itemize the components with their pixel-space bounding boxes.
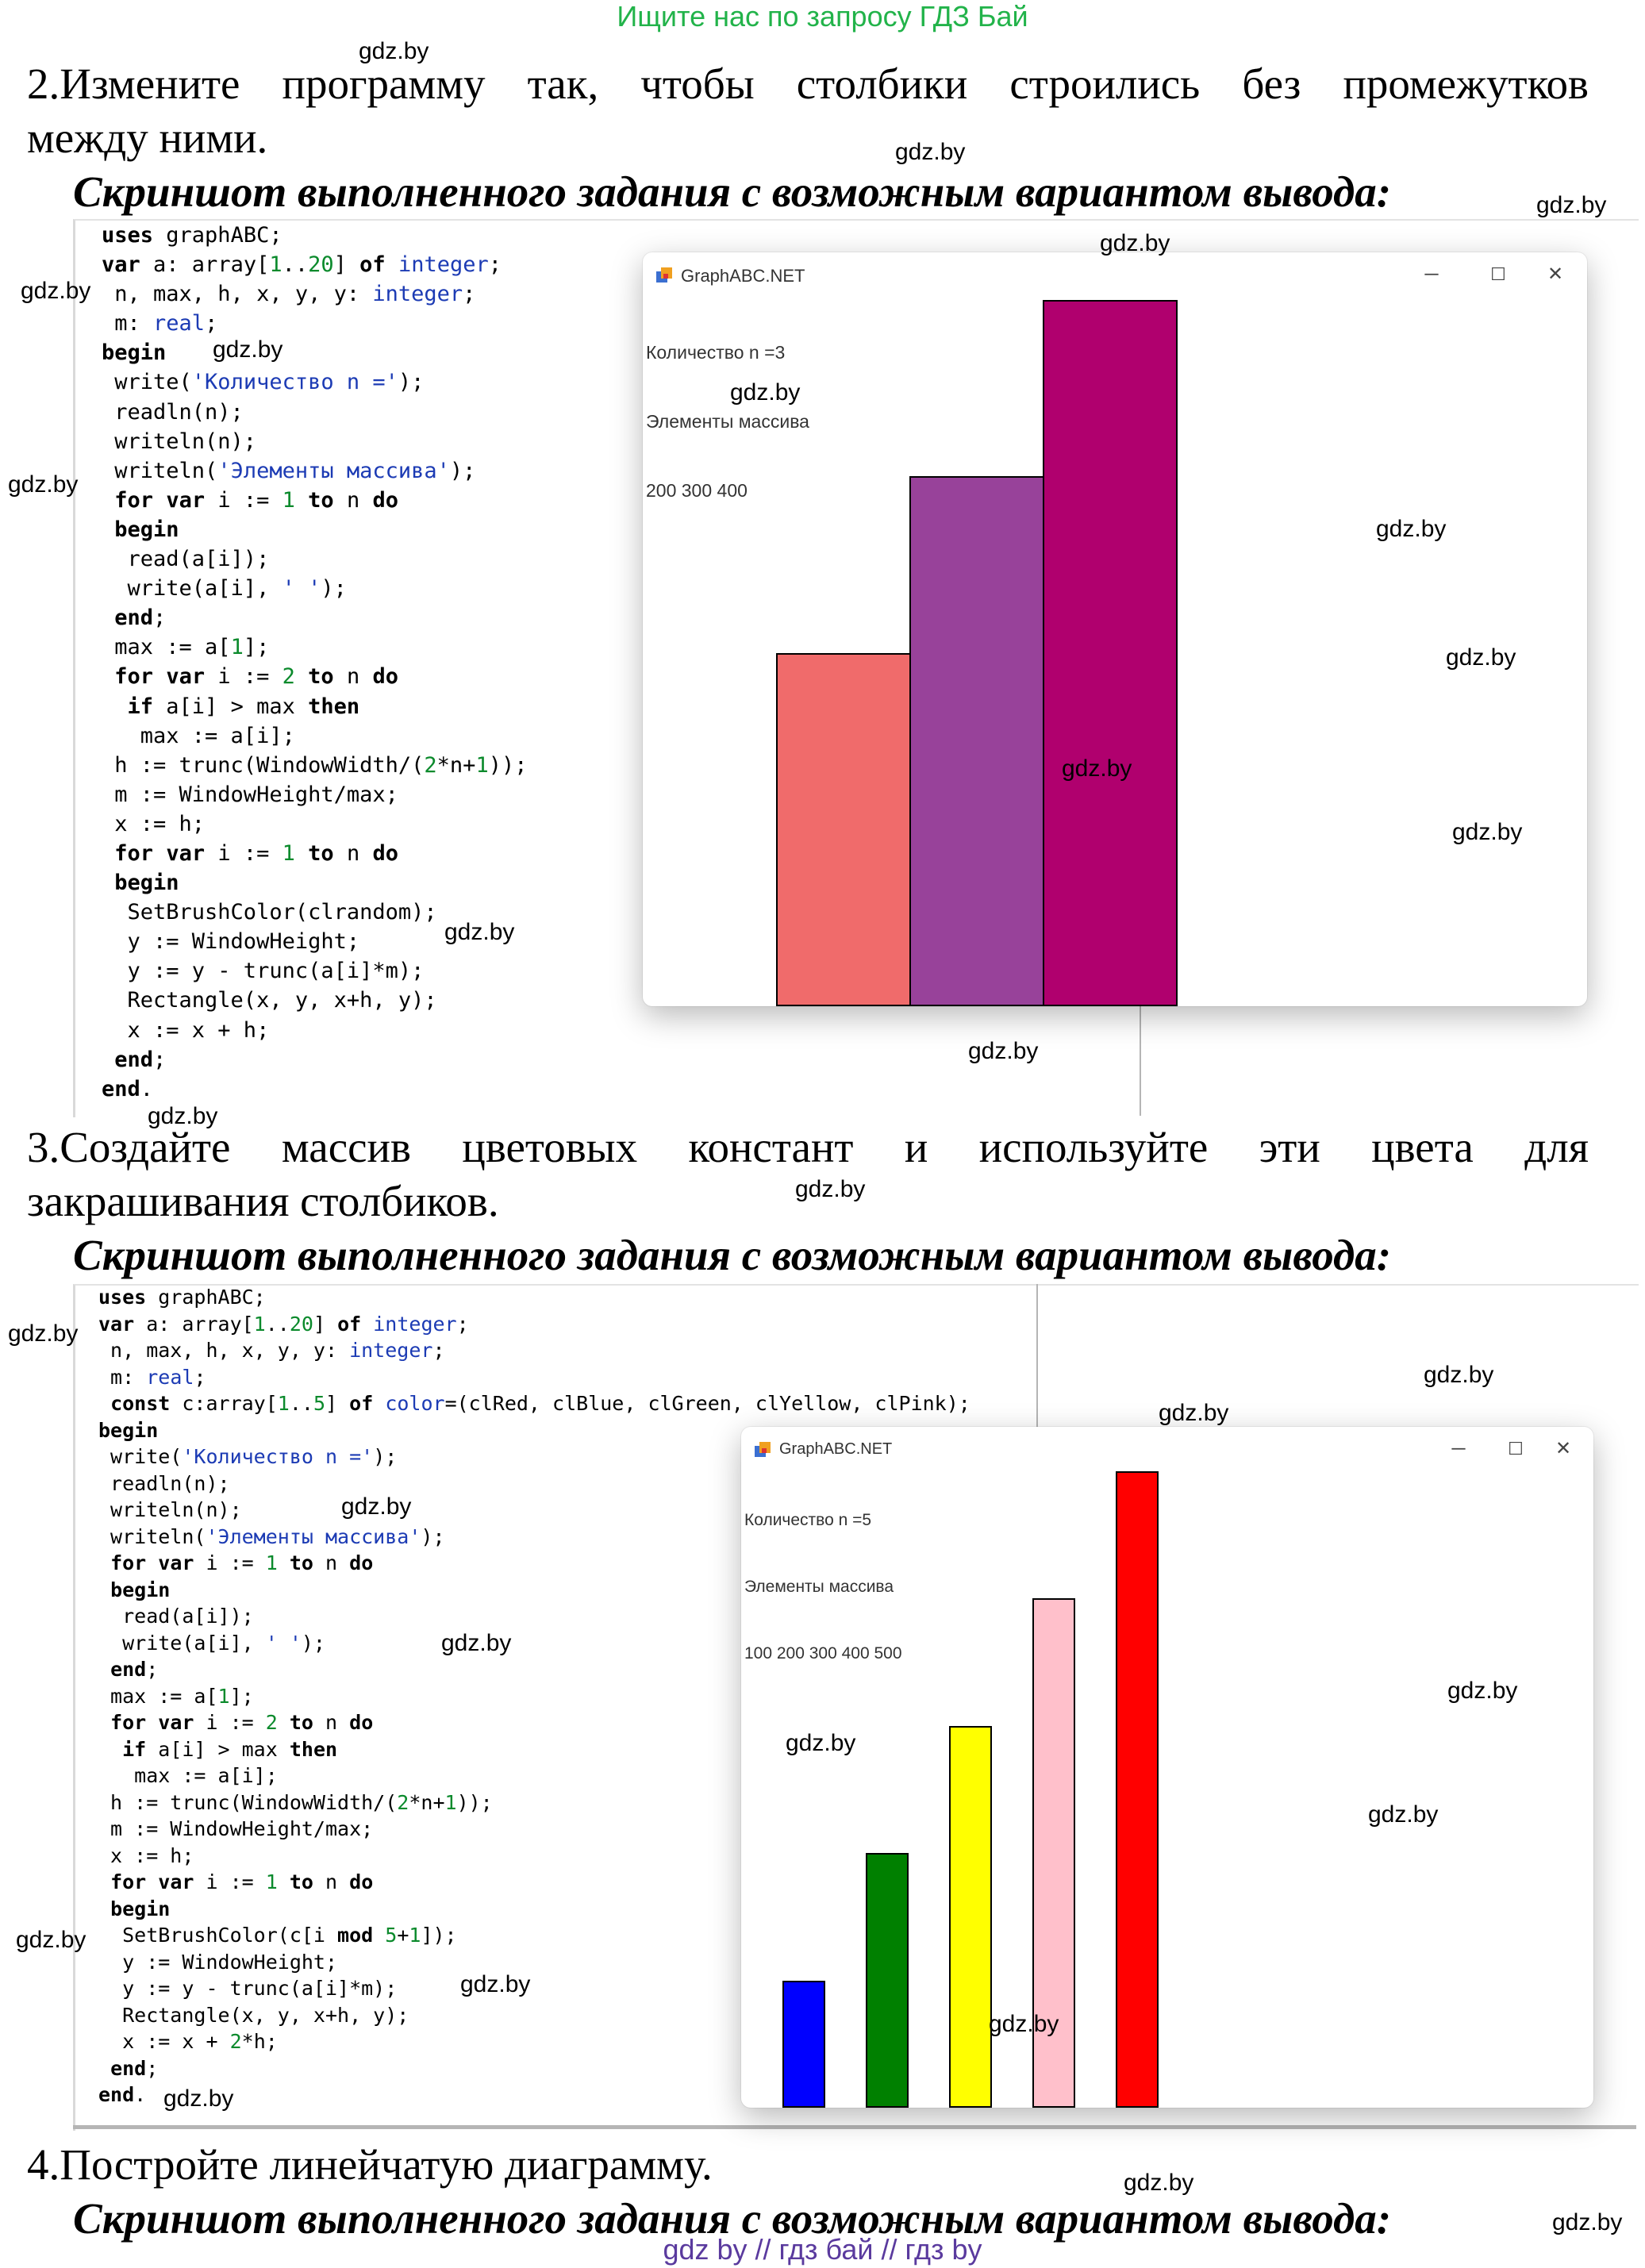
maximize-icon[interactable]: ☐ <box>1508 1439 1524 1459</box>
code-line-30: end. <box>102 1076 154 1101</box>
task2-line1: 2.Измените программу так, чтобы столбики строились без промежутков <box>27 60 1589 108</box>
watermark: gdz.by <box>1452 819 1523 845</box>
watermark: gdz.by <box>213 336 283 363</box>
code-line-26: y := y - trunc(a[i]*m); <box>102 959 425 984</box>
watermark: gdz.by <box>1159 1400 1229 1426</box>
code-line-20: h := trunc(WindowWidth/(2*n+1)); <box>98 1790 493 1814</box>
watermark: gdz.by <box>1124 2170 1194 2196</box>
watermark: gdz.by <box>148 1103 218 1129</box>
app-icon <box>655 267 673 284</box>
bar-2 <box>909 476 1044 1006</box>
watermark: gdz.by <box>786 1730 856 1756</box>
console-output <box>646 295 809 548</box>
code-line-19: h := trunc(WindowWidth/(2*n+1)); <box>102 752 528 778</box>
code-line-30: end; <box>110 2056 159 2080</box>
code-line-18: if a[i] > max then <box>122 1737 338 1761</box>
editor-divider <box>1140 1000 1141 1116</box>
watermark: gdz.by <box>1447 1678 1518 1704</box>
code-line-10: writeln('Элементы массива'); <box>98 1524 445 1548</box>
watermark: gdz.by <box>1536 192 1607 218</box>
code-line-13: read(a[i]); <box>98 1605 254 1628</box>
task4-caption: Скриншот выполненного задания с возможным вариантом вывода: <box>73 2194 1392 2243</box>
watermark: gdz.by <box>1062 755 1132 782</box>
watermark: gdz.by <box>1424 1362 1494 1388</box>
code-line-16: for var i := 2 to n do <box>114 664 398 690</box>
task2-caption: Скриншот выполненного задания с возможным вариантом вывода: <box>73 167 1392 216</box>
code-line-17: if a[i] > max then <box>127 694 360 719</box>
code-line-19: max := a[i]; <box>98 1764 278 1787</box>
bar-1 <box>776 653 911 1006</box>
watermark: gdz.by <box>1368 1801 1439 1828</box>
code-line-3: n, max, h, x, y, y: integer; <box>102 282 476 307</box>
code-line-23: for var i := 1 to n do <box>110 1870 374 1893</box>
code-line-24: SetBrushColor(clrandom); <box>102 900 437 925</box>
watermark: gdz.by <box>730 379 801 406</box>
watermark: gdz.by <box>16 1927 86 1953</box>
code-line-20: m := WindowHeight/max; <box>102 782 398 807</box>
code-line-15: max := a[1]; <box>102 635 270 660</box>
watermark: gdz.by <box>1100 230 1170 256</box>
maximize-icon[interactable]: ☐ <box>1490 264 1506 284</box>
code-line-16: max := a[1]; <box>98 1684 254 1708</box>
footer-links[interactable]: gdz by // гдз бай // гдз by <box>663 2233 982 2266</box>
console-output <box>744 1465 902 1709</box>
task3-line1: 3.Создайте массив цветовых констант и используйте эти цвета для <box>27 1123 1589 1171</box>
bar-1 <box>782 1981 825 2108</box>
code-line-8: writeln(n); <box>102 429 257 454</box>
code-line-1: uses graphABC; <box>98 1286 266 1309</box>
watermark: gdz.by <box>1376 516 1447 542</box>
close-icon[interactable]: ✕ <box>1555 1438 1572 1459</box>
graphabc-window-2[interactable] <box>741 1427 1593 2108</box>
code-line-7: write('Количество n ='); <box>98 1445 398 1468</box>
code-line-5: const c:array[1..5] of color=(clRed, clBlue, clGreen, clYellow, clPink); <box>110 1392 970 1415</box>
code-line-22: x := h; <box>98 1843 194 1867</box>
code-line-23: begin <box>114 871 179 896</box>
code-line-27: y := y - trunc(a[i]*m); <box>98 1977 398 2000</box>
code-line-5: begin <box>102 340 167 366</box>
watermark: gdz.by <box>795 1176 866 1202</box>
task4-line1: 4.Постройте линейчатую диаграмму. <box>27 2140 713 2189</box>
editor-scrollbar[interactable] <box>73 2125 1636 2129</box>
code-line-13: write(a[i], ' '); <box>102 576 347 602</box>
code-line-21: m := WindowHeight/max; <box>98 1817 374 1840</box>
code-line-25: y := WindowHeight; <box>102 929 360 955</box>
watermark: gdz.by <box>8 471 79 498</box>
console-line: Элементы массива <box>646 411 809 432</box>
task2-code <box>102 221 527 1104</box>
code-line-4: m: real; <box>102 311 218 336</box>
window-title: GraphABC.NET <box>779 1440 893 1458</box>
code-line-3: n, max, h, x, y, y: integer; <box>98 1339 445 1362</box>
watermark: gdz.by <box>359 38 429 64</box>
code-line-7: readln(n); <box>102 399 244 425</box>
watermark: gdz.by <box>1552 2209 1623 2235</box>
code-line-2: var a: array[1..20] of integer; <box>102 252 502 278</box>
code-line-6: write('Количество n ='); <box>102 370 425 395</box>
watermark: gdz.by <box>441 1630 512 1656</box>
code-line-29: end; <box>114 1047 167 1072</box>
task3-caption: Скриншот выполненного задания с возможным вариантом вывода: <box>73 1231 1392 1279</box>
console-line: Элементы массива <box>744 1578 894 1596</box>
code-line-25: SetBrushColor(c[i mod 5+1]); <box>98 1924 457 1947</box>
window-titlebar[interactable] <box>643 252 1587 297</box>
code-line-12: read(a[i]); <box>102 547 270 572</box>
watermark: gdz.by <box>1446 644 1516 671</box>
code-line-24: begin <box>110 1897 171 1920</box>
code-line-8: readln(n); <box>98 1471 230 1495</box>
task3-line2: закрашивания столбиков. <box>27 1177 499 1225</box>
top-banner[interactable]: Ищите нас по запросу ГДЗ Бай <box>617 0 1028 33</box>
watermark: gdz.by <box>21 278 91 304</box>
editor-divider <box>1036 1284 1038 1427</box>
watermark: gdz.by <box>460 1971 531 1997</box>
window-title: GraphABC.NET <box>681 266 805 286</box>
code-line-11: begin <box>114 517 179 542</box>
code-line-21: x := h; <box>102 811 206 836</box>
code-line-2: var a: array[1..20] of integer; <box>98 1312 469 1336</box>
code-line-18: max := a[i]; <box>102 723 295 748</box>
code-line-15: end; <box>110 1658 159 1681</box>
code-line-6: begin <box>98 1418 159 1442</box>
code-line-11: for var i := 1 to n do <box>110 1551 374 1574</box>
code-line-4: m: real; <box>98 1365 206 1389</box>
watermark: gdz.by <box>989 2011 1059 2037</box>
task2-line2: между ними. <box>27 113 268 162</box>
bar-2 <box>866 1853 909 2108</box>
close-icon[interactable]: ✕ <box>1547 263 1564 285</box>
console-line: Количество n =3 <box>646 342 786 363</box>
minimize-icon[interactable]: ─ <box>1424 263 1439 285</box>
graphabc-window-1[interactable] <box>643 252 1587 1006</box>
minimize-icon[interactable]: ─ <box>1451 1438 1466 1459</box>
code-line-29: x := x + 2*h; <box>98 2030 278 2053</box>
code-line-9: writeln('Элементы массива'); <box>102 458 476 483</box>
code-line-10: for var i := 1 to n do <box>114 487 398 513</box>
code-line-22: for var i := 1 to n do <box>114 840 398 866</box>
watermark: gdz.by <box>8 1320 79 1347</box>
watermark: gdz.by <box>895 139 966 165</box>
code-line-31: end. <box>98 2083 147 2106</box>
bar-3 <box>1043 300 1178 1006</box>
console-line: 200 300 400 <box>646 480 748 501</box>
code-line-9: writeln(n); <box>98 1498 242 1521</box>
watermark: gdz.by <box>163 2085 234 2112</box>
console-line: Количество n =5 <box>744 1511 872 1529</box>
watermark: gdz.by <box>444 919 515 945</box>
bar-5 <box>1116 1471 1159 2108</box>
code-line-14: end; <box>114 605 167 631</box>
code-line-17: for var i := 2 to n do <box>110 1711 374 1734</box>
code-line-1: uses graphABC; <box>102 223 282 248</box>
bar-3 <box>949 1726 992 2108</box>
code-line-14: write(a[i], ' '); <box>98 1631 325 1655</box>
code-line-26: y := WindowHeight; <box>98 1950 338 1974</box>
code-line-28: x := x + h; <box>102 1017 270 1043</box>
console-line: 100 200 300 400 500 <box>744 1644 902 1663</box>
code-line-28: Rectangle(x, y, x+h, y); <box>98 2003 409 2027</box>
watermark: gdz.by <box>968 1038 1039 1064</box>
app-icon <box>754 1441 771 1459</box>
code-line-12: begin <box>110 1578 171 1601</box>
code-line-27: Rectangle(x, y, x+h, y); <box>102 988 437 1013</box>
watermark: gdz.by <box>341 1493 412 1520</box>
